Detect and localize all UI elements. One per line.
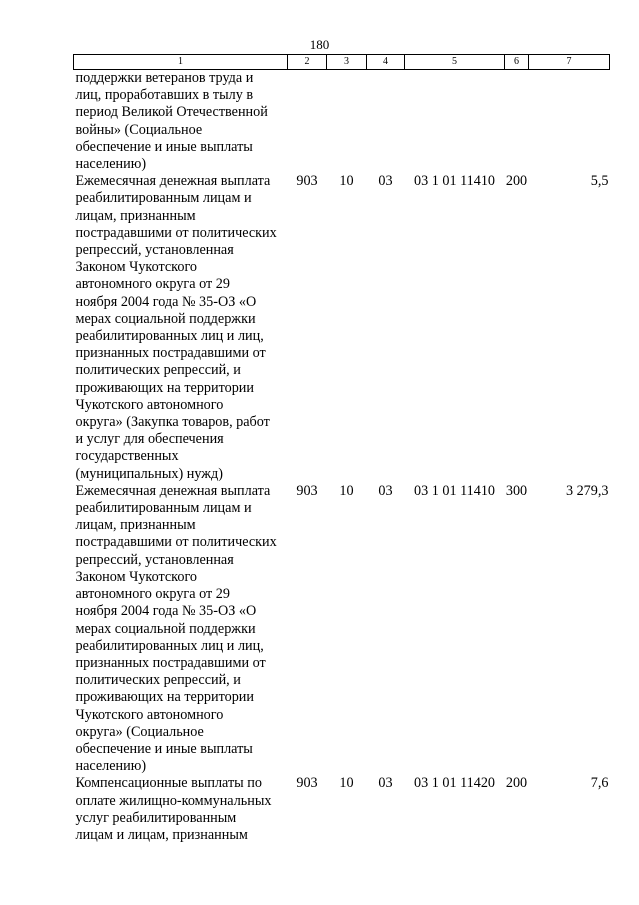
admin-code: 903 [296, 482, 318, 499]
section-code [327, 70, 367, 174]
column-number-row [74, 55, 610, 70]
column-header: 7 [529, 55, 610, 70]
amount: 7,6 [590, 775, 609, 792]
target-code: 03 1 01 11420 [413, 775, 496, 792]
column-header: 4 [367, 55, 405, 70]
subsection-code: 03 [378, 173, 393, 190]
admin-code: 903 [296, 775, 318, 792]
amount: 3 279,3 [565, 482, 609, 499]
target-code [405, 70, 505, 174]
expense-type-code [505, 70, 529, 174]
column-header: 5 [405, 55, 505, 70]
table-row [74, 775, 610, 844]
subsection-code [367, 70, 405, 174]
expense-type-code: 200 [505, 173, 528, 190]
section-code: 10 [339, 173, 354, 190]
row-name: Ежемесячная денежная выплата реабилитированным лицам и лицам, признанным пострадавшими от политических репрессий, установленная Законом Чукотского автономного округа от 29 ноября 2004 года № 35-ОЗ «О мерах социальной поддержки реабилитированных лиц и лиц, признанных пострадавшими от политических репрессий, и проживающих на территории Чукотского автономного округа» (Социальное обеспечение и иные выплаты населению) [75, 482, 277, 775]
expense-type-code: 200 [505, 775, 528, 792]
expense-type-code: 300 [505, 482, 528, 499]
column-header: 6 [505, 55, 529, 70]
row-name: поддержки ветеранов труда и лиц, проработавших в тылу в период Великой Отечественной войны» (Социальное обеспечение и иные выплаты населению) [75, 70, 268, 173]
row-name: Ежемесячная денежная выплата реабилитированным лицам и лицам, признанным пострадавшими от политических репрессий, установленная Законом Чукотского автономного округа от 29 ноября 2004 года № 35-ОЗ «О мерах социальной поддержки реабилитированных лиц и лиц, признанных пострадавшими от политических репрессий, и проживающих на территории Чукотского автономного округа» (Закупка товаров, работ и услуг для обеспечения государственных (муниципальных) нужд) [75, 173, 277, 482]
amount: 5,5 [590, 173, 609, 190]
target-code: 03 1 01 11410 [413, 482, 496, 499]
admin-code [288, 70, 327, 174]
column-header: 2 [288, 55, 327, 70]
row-name: Компенсационные выплаты по оплате жилищно-коммунальных услуг реабилитированным лицам и лицам, признанным [75, 775, 272, 843]
target-code: 03 1 01 11410 [413, 173, 496, 190]
admin-code: 903 [296, 173, 318, 190]
section-code: 10 [339, 482, 354, 499]
subsection-code: 03 [378, 775, 393, 792]
subsection-code: 03 [378, 482, 393, 499]
table-row [74, 70, 610, 174]
column-header: 1 [74, 55, 288, 70]
table-row [74, 483, 610, 775]
amount [529, 70, 610, 174]
page-number: 180 [309, 37, 330, 52]
section-code: 10 [339, 775, 354, 792]
budget-table [73, 54, 610, 844]
table-row [74, 173, 610, 483]
column-header: 3 [327, 55, 367, 70]
